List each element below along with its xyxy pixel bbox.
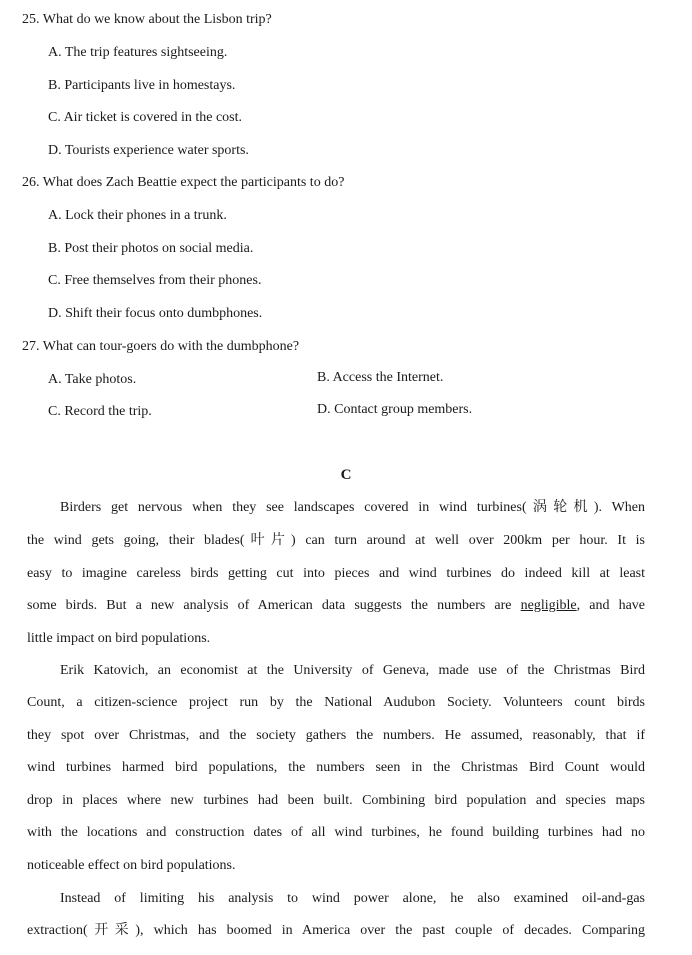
paragraph-1-line-1: Birders get nervous when they see landscapes covered in wind turbines(涡轮机). When xyxy=(60,500,645,515)
question-25-stem: 25. What do we know about the Lisbon trip? xyxy=(22,12,272,27)
q27-option-b: B. Access the Internet. xyxy=(317,370,444,385)
q25-option-c: C. Air ticket is covered in the cost. xyxy=(48,110,243,125)
q26-option-b: B. Post their photos on social media. xyxy=(48,241,254,256)
q25-option-d: D. Tourists experience water sports. xyxy=(48,143,249,158)
paragraph-2-line-2: Count, a citizen-science project run by the National Audubon Society. Volunteers count birds xyxy=(27,695,645,710)
paragraph-3-line-2: extraction(开采), which has boomed in America over the past couple of decades. Comparing xyxy=(27,923,645,938)
q27-option-d: D. Contact group members. xyxy=(317,402,473,417)
paragraph-3-line-1: Instead of limiting his analysis to wind power alone, he also examined oil-and-gas xyxy=(60,891,645,906)
paragraph-2-line-1: Erik Katovich, an economist at the University of Geneva, made use of the Christmas Bird xyxy=(60,663,645,678)
question-27-stem: 27. What can tour-goers do with the dumbphone? xyxy=(22,339,300,354)
q26-option-a: A. Lock their phones in a trunk. xyxy=(48,208,227,223)
q26-option-c: C. Free themselves from their phones. xyxy=(48,273,262,288)
paragraph-2-line-5: drop in places where new turbines had been built. Combining bird population and species maps xyxy=(27,793,645,808)
q25-option-a: A. The trip features sightseeing. xyxy=(48,45,228,60)
paragraph-1-line-2: the wind gets going, their blades(叶片) can turn around at well over 200km per hour. It is xyxy=(27,533,645,548)
paragraph-1-line-4-tail: , and have xyxy=(576,598,646,613)
paragraph-1-line-3: easy to imagine careless birds getting cut into pieces and wind turbines do indeed kill at least xyxy=(27,566,645,581)
underlined-word: negligible xyxy=(520,598,577,613)
q26-option-d: D. Shift their focus onto dumbphones. xyxy=(48,306,263,321)
question-26-stem: 26. What does Zach Beattie expect the participants to do? xyxy=(22,175,345,190)
paragraph-2-line-3: they spot over Christmas, and the society gathers the numbers. He assumed, reasonably, that if xyxy=(27,728,645,743)
paragraph-2-line-6: with the locations and construction dates of all wind turbines, he found building turbines had no xyxy=(27,825,645,840)
q27-option-c: C. Record the trip. xyxy=(48,404,152,419)
q27-option-a: A. Take photos. xyxy=(48,372,137,387)
paragraph-2-line-4: wind turbines harmed bird populations, the numbers seen in the Christmas Bird Count would xyxy=(27,760,645,775)
section-heading: C xyxy=(340,467,352,483)
paragraph-1-line-4-text: some birds. But a new analysis of American data suggests the numbers are xyxy=(27,598,512,613)
paragraph-1-line-5: little impact on bird populations. xyxy=(27,631,211,646)
paragraph-2-line-7: noticeable effect on bird populations. xyxy=(27,858,236,873)
paragraph-1-line-4 xyxy=(27,597,645,615)
q25-option-b: B. Participants live in homestays. xyxy=(48,78,236,93)
